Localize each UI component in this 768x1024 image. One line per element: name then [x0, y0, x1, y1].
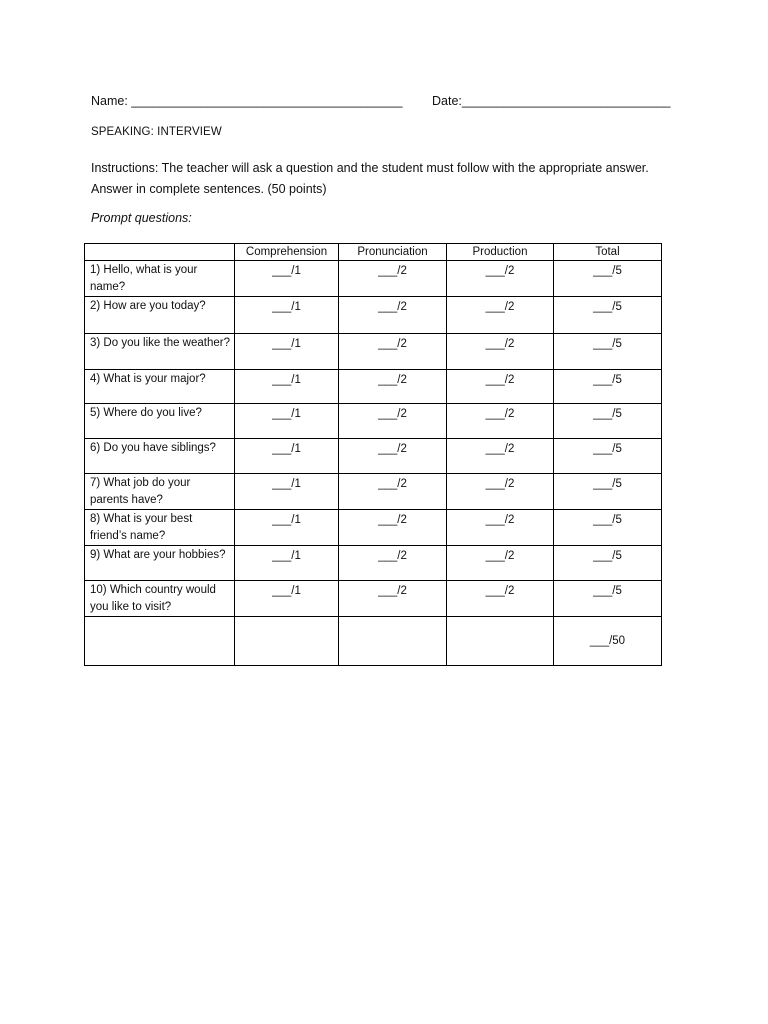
pronunciation-score[interactable]: ___/2 — [339, 297, 447, 334]
column-header-question — [85, 244, 235, 261]
grand-total-score[interactable]: ___/50 — [554, 617, 662, 666]
comprehension-score[interactable]: ___/1 — [235, 404, 339, 439]
date-field[interactable]: Date:______________________________ — [432, 94, 671, 108]
total-score[interactable]: ___/5 — [554, 404, 662, 439]
production-score[interactable]: ___/2 — [447, 261, 554, 297]
total-score[interactable]: ___/5 — [554, 581, 662, 617]
question-cell: 5) Where do you live? — [85, 404, 235, 439]
table-header-row — [85, 244, 662, 261]
comprehension-score[interactable]: ___/1 — [235, 439, 339, 474]
comprehension-score[interactable]: ___/1 — [235, 370, 339, 404]
column-header-production: Production — [447, 244, 554, 261]
name-field[interactable]: Name: _______________________________________ — [91, 94, 403, 108]
blank-cell — [447, 617, 554, 666]
production-score[interactable]: ___/2 — [447, 510, 554, 546]
table-row — [85, 546, 662, 581]
pronunciation-score[interactable]: ___/2 — [339, 510, 447, 546]
pronunciation-score[interactable]: ___/2 — [339, 261, 447, 297]
production-score[interactable]: ___/2 — [447, 297, 554, 334]
total-score[interactable]: ___/5 — [554, 261, 662, 297]
comprehension-score[interactable]: ___/1 — [235, 261, 339, 297]
production-score[interactable]: ___/2 — [447, 546, 554, 581]
table-row — [85, 439, 662, 474]
blank-cell — [235, 617, 339, 666]
table-row — [85, 581, 662, 617]
question-cell: 8) What is your best friend’s name? — [85, 510, 235, 546]
instructions-text: Instructions: The teacher will ask a question and the student must follow with the appropriate answer. Answer in complete sentences. (50 points) — [91, 161, 649, 196]
table-row — [85, 510, 662, 546]
production-score[interactable]: ___/2 — [447, 404, 554, 439]
table-row — [85, 370, 662, 404]
comprehension-score[interactable]: ___/1 — [235, 297, 339, 334]
table-row — [85, 474, 662, 510]
table-row — [85, 334, 662, 370]
table-row — [85, 297, 662, 334]
question-cell: 4) What is your major? — [85, 370, 235, 404]
pronunciation-score[interactable]: ___/2 — [339, 334, 447, 370]
pronunciation-score[interactable]: ___/2 — [339, 581, 447, 617]
column-header-pronunciation: Pronunciation — [339, 244, 447, 261]
production-score[interactable]: ___/2 — [447, 474, 554, 510]
total-score[interactable]: ___/5 — [554, 370, 662, 404]
score-table — [84, 243, 662, 666]
question-cell: 6) Do you have siblings? — [85, 439, 235, 474]
question-cell: 10) Which country would you like to visit? — [85, 581, 235, 617]
total-score[interactable]: ___/5 — [554, 439, 662, 474]
table-row — [85, 261, 662, 297]
question-cell: 2) How are you today? — [85, 297, 235, 334]
worksheet-title: SPEAKING: INTERVIEW — [91, 126, 222, 138]
total-score[interactable]: ___/5 — [554, 546, 662, 581]
column-header-comprehension: Comprehension — [235, 244, 339, 261]
total-score[interactable]: ___/5 — [554, 474, 662, 510]
pronunciation-score[interactable]: ___/2 — [339, 439, 447, 474]
pronunciation-score[interactable]: ___/2 — [339, 370, 447, 404]
comprehension-score[interactable]: ___/1 — [235, 334, 339, 370]
production-score[interactable]: ___/2 — [447, 334, 554, 370]
total-score[interactable]: ___/5 — [554, 334, 662, 370]
production-score[interactable]: ___/2 — [447, 581, 554, 617]
table-total-row — [85, 617, 662, 666]
total-score[interactable]: ___/5 — [554, 510, 662, 546]
pronunciation-score[interactable]: ___/2 — [339, 474, 447, 510]
total-score[interactable]: ___/5 — [554, 297, 662, 334]
question-cell: 7) What job do your parents have? — [85, 474, 235, 510]
question-cell: 1) Hello, what is your name? — [85, 261, 235, 297]
comprehension-score[interactable]: ___/1 — [235, 581, 339, 617]
production-score[interactable]: ___/2 — [447, 370, 554, 404]
question-cell: 9) What are your hobbies? — [85, 546, 235, 581]
production-score[interactable]: ___/2 — [447, 439, 554, 474]
column-header-total: Total — [554, 244, 662, 261]
comprehension-score[interactable]: ___/1 — [235, 474, 339, 510]
table-row — [85, 404, 662, 439]
blank-cell — [85, 617, 235, 666]
comprehension-score[interactable]: ___/1 — [235, 546, 339, 581]
question-cell: 3) Do you like the weather? — [85, 334, 235, 370]
prompt-label: Prompt questions: — [91, 211, 192, 225]
blank-cell — [339, 617, 447, 666]
comprehension-score[interactable]: ___/1 — [235, 510, 339, 546]
pronunciation-score[interactable]: ___/2 — [339, 546, 447, 581]
pronunciation-score[interactable]: ___/2 — [339, 404, 447, 439]
